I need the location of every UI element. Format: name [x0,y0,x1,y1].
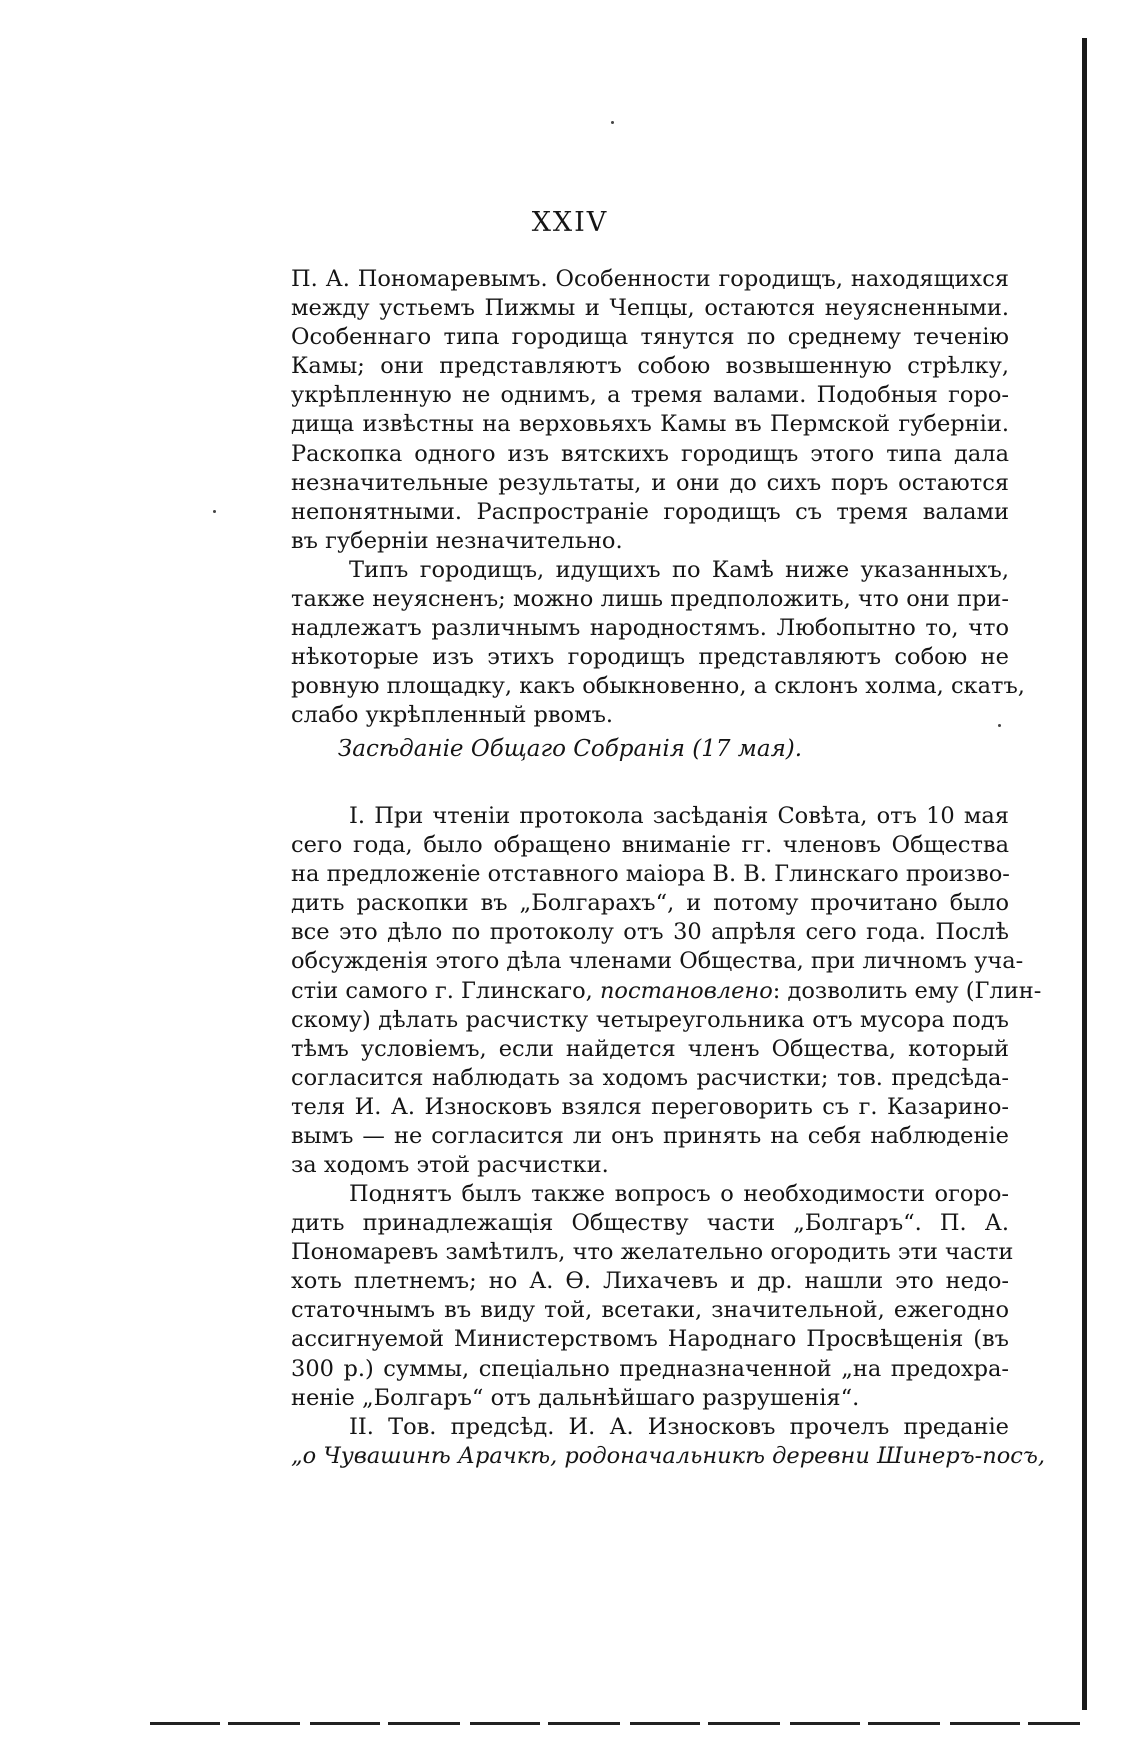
text-line: согласится наблюдать за ходомъ расчистки; тов. предсѣда- [291,1064,1009,1091]
text-line: сего года, было обращено вниманіе гг. членовъ Общества [291,832,1009,859]
text-line: неніе „Болгаръ“ отъ дальнѣйшаго разрушенія“. [291,1384,860,1411]
scan-speck [213,510,216,513]
text-line: на предложеніе отставного маіора В. В. Глинскаго произво- [291,861,1010,888]
italic-text-run: постановлено [599,977,773,1004]
text-run: : дозволить ему (Глин- [772,977,1042,1004]
text-line: II. Тов. предсѣд. И. А. Износковъ прочелъ преданіе [349,1414,1009,1440]
bottom-scan-rule [150,1722,1080,1725]
text-line: непонятными. Распространіе городищъ съ тремя валами [291,498,1009,525]
text-line: все это дѣло по протоколу отъ 30 апрѣля сего года. Послѣ [291,919,1009,946]
paragraph-2 [291,556,1025,731]
paragraph-1 [291,265,1009,556]
section-heading: Засѣданіе Общаго Собранія (17 мая). [337,736,803,762]
text-line: надлежатъ различнымъ народностямъ. Любопытно то, что [291,615,1009,642]
text-line: слабо укрѣпленный рвомъ. [291,702,614,729]
text-line: также неуясненъ; можно лишь предположить, что они при- [291,586,1009,613]
text-line: П. А. Пономаревымъ. Особенности городищъ, находящихся [291,266,1009,292]
text-line: I. При чтеніи протокола засѣданія Совѣта, отъ 10 мая [349,803,1009,829]
text-line: незначительные результаты, и они до сихъ поръ остаются [291,469,1009,496]
paragraph-5 [291,1413,1046,1471]
italic-text-line: „о Чувашинѣ Арачкѣ, родоначальникѣ деревни Шинеръ-посъ, [291,1443,1046,1470]
text-line: 300 р.) суммы, спеціально предназначенной „на предохра- [291,1355,1009,1382]
text-line: статочнымъ въ виду той, всетаки, значительной, ежегодно [291,1297,1009,1324]
page-edge-rule [1082,38,1087,1710]
text-line-mixed [291,977,1042,1006]
text-line: Поднятъ былъ также вопросъ о необходимости огоро- [349,1181,1009,1207]
text-run: стіи самого г. Глинскаго, [291,977,600,1004]
paragraph-3 [291,802,1042,1180]
text-line: тѣмъ условіемъ, если найдется членъ Общества, который [291,1035,1009,1062]
text-line: Особеннаго типа городища тянутся по среднему теченію [291,324,1009,351]
text-line: Камы; они представляютъ собою возвышенную стрѣлку, [291,353,1009,380]
text-line: Раскопка одного изъ вятскихъ городищъ этого типа дала [291,440,1009,467]
text-line: теля И. А. Износковъ взялся переговорить съ г. Казарино- [291,1093,1009,1120]
text-line: Пономаревъ замѣтилъ, что желательно огородить эти части [291,1239,1014,1266]
text-line: дища извѣстны на верховьяхъ Камы въ Пермской губерніи. [291,411,1009,438]
text-line: хоть плетнемъ; но А. Ѳ. Лихачевъ и др. нашли это недо- [291,1268,1009,1295]
text-line: нѣкоторые изъ этихъ городищъ представляютъ собою не [291,644,1009,671]
text-line: скому) дѣлать расчистку четыреугольника отъ мусора подъ [291,1006,1009,1033]
text-line: дить принадлежащія Обществу части „Болгаръ“. П. А. [291,1210,1009,1237]
page-number: XXIV [531,207,609,238]
paragraph-4 [291,1180,1014,1413]
text-line: между устьемъ Пижмы и Чепцы, остаются неуясненными. [291,295,1009,322]
text-line: въ губерніи незначительно. [291,527,623,554]
text-line: ровную площадку, какъ обыкновенно, а склонъ холма, скатъ, [291,673,1025,700]
text-line: дить раскопки въ „Болгарахъ“, и потому прочитано было [291,890,1009,917]
scan-speck [611,121,614,124]
text-line: укрѣпленную не однимъ, а тремя валами. Подобныя горо- [291,382,1009,409]
text-line: обсужденія этого дѣла членами Общества, при личномъ уча- [291,948,1024,975]
text-line: за ходомъ этой расчистки. [291,1152,609,1179]
text-line: ассигнуемой Министерствомъ Народнаго Просвѣщенія (въ [291,1326,1009,1353]
text-line: вымъ — не согласится ли онъ принять на себя наблюденіе [291,1123,1009,1150]
text-line: Типъ городищъ, идущихъ по Камѣ ниже указанныхъ, [349,557,1009,583]
